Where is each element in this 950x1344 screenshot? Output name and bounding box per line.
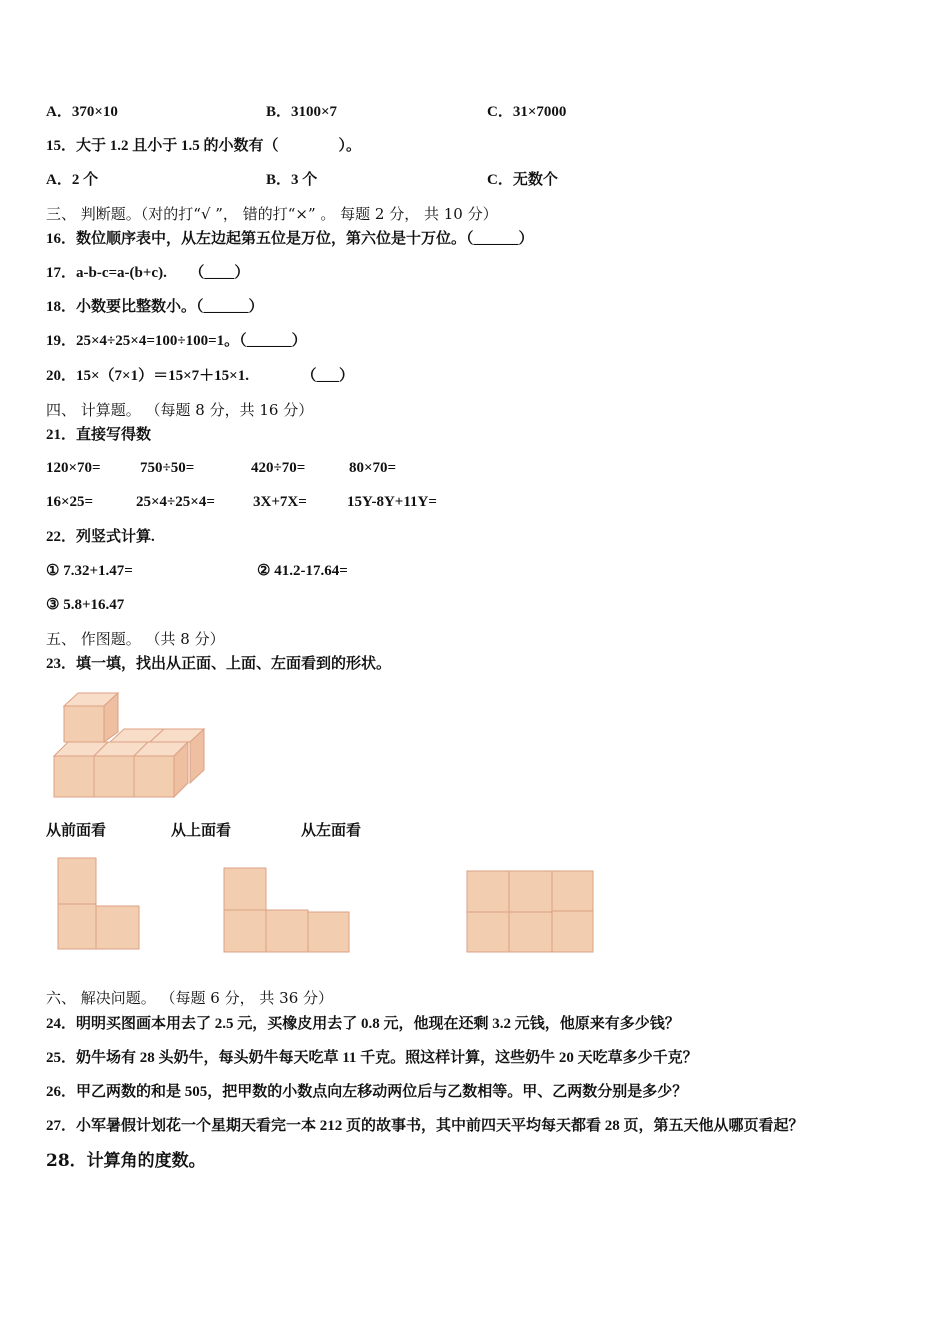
q20: 20．15×（7×1）＝15×7＋15×1. （___） [46, 368, 354, 384]
q24: 24．明明买图画本用去了 2.5 元，买橡皮用去了 0.8 元，他现在还剩 3.2 元钱，他原来有多少钱？ [46, 1016, 680, 1032]
q14-option-a: A．370×10 [46, 104, 118, 120]
q26: 26．甲乙两数的和是 505，把甲数的小数点向左移动两位后与乙数相等。甲、乙两数分别是多少？ [46, 1084, 688, 1100]
vertical-calc-1: ① 7.32+1.47= [46, 563, 133, 579]
calc-item: 3X+7X= [253, 494, 307, 510]
q14-option-c: C．31×7000 [487, 104, 567, 120]
vertical-calc-2: ② 41.2-17.64= [257, 563, 348, 579]
view-label-left: 从左面看 [301, 823, 362, 839]
q14-option-b: B．3100×7 [266, 104, 338, 120]
calc-item: 15Y-8Y+11Y= [347, 494, 437, 510]
section5-title: 五、 作图题。 （共 8 分） [46, 630, 225, 648]
q15-option-c: C．无数个 [487, 172, 558, 188]
q21: 21．直接写得数 [46, 427, 152, 443]
q19: 19．25×4÷25×4=100÷100=1。（______） [46, 333, 307, 349]
calc-item: 420÷70= [251, 460, 306, 476]
q17: 17．a-b-c=a-(b+c). （____） [46, 265, 250, 281]
vertical-calc-3: ③ 5.8+16.47 [46, 597, 125, 613]
q27: 27．小军暑假计划花一个星期天看完一本 212 页的故事书，其中前四天平均每天都看 28 页，第五天他从哪页看起？ [46, 1118, 804, 1134]
view-shape-2 [222, 866, 352, 956]
cube-stack-figure [46, 686, 206, 802]
section3-title: 三、 判断题。（对的打“√ ”， 错的打“×” 。 每题 2 分， 共 10 分） [46, 205, 498, 223]
q15-option-b: B．3 个 [266, 172, 318, 188]
q25: 25．奶牛场有 28 头奶牛，每头奶牛每天吃草 11 千克。照这样计算，这些奶牛 20 天吃草多少千克？ [46, 1050, 698, 1066]
section4-title: 四、 计算题。 （每题 8 分，共 16 分） [46, 401, 314, 419]
calc-item: 120×70= [46, 460, 101, 476]
q16: 16．数位顺序表中，从左边起第五位是万位，第六位是十万位。（______） [46, 231, 534, 247]
calc-item: 16×25= [46, 494, 94, 510]
section6-title: 六、 解决问题。 （每题 6 分， 共 36 分） [46, 989, 334, 1007]
view-label-top: 从上面看 [171, 823, 232, 839]
calc-item: 80×70= [349, 460, 397, 476]
view-label-front: 从前面看 [46, 823, 107, 839]
q23: 23．填一填，找出从正面、上面、左面看到的形状。 [46, 656, 392, 672]
calc-item: 25×4÷25×4= [136, 494, 215, 510]
view-shape-3 [465, 869, 597, 955]
q18: 18．小数要比整数小。（______） [46, 299, 264, 315]
q15-option-a: A．2 个 [46, 172, 99, 188]
calc-item: 750÷50= [140, 460, 195, 476]
q15-stem: 15．大于 1.2 且小于 1.5 的小数有（ ）。 [46, 138, 362, 154]
q28: 28．计算角的度数。 [46, 1151, 206, 1171]
q22: 22．列竖式计算. [46, 529, 155, 545]
view-shape-1 [56, 856, 142, 952]
